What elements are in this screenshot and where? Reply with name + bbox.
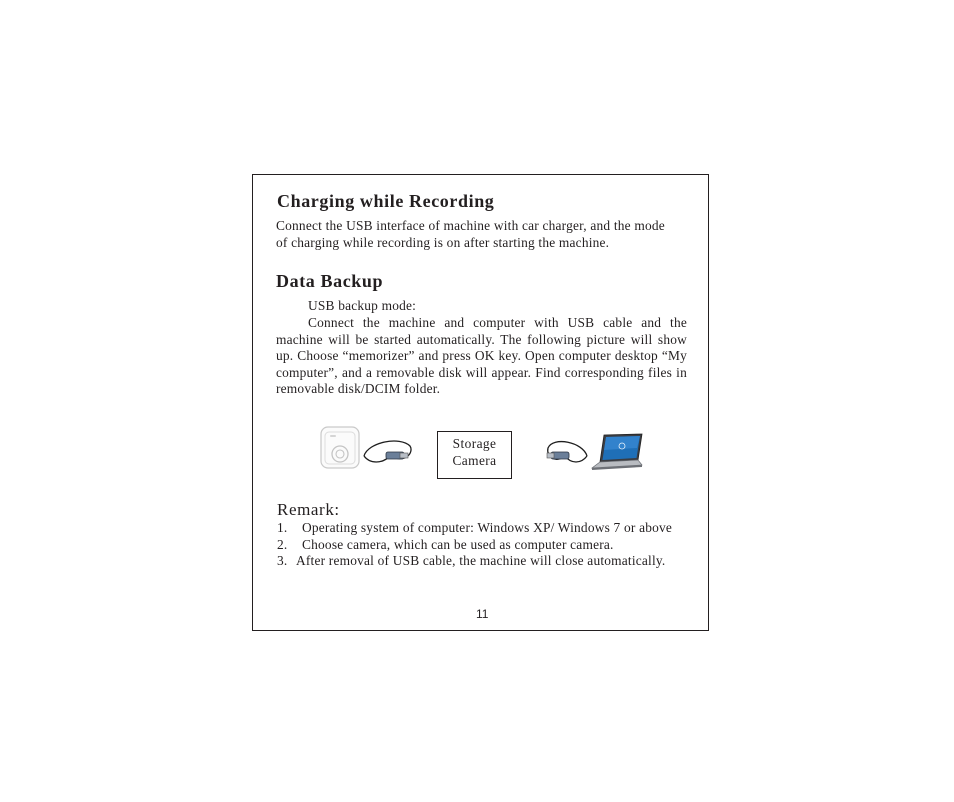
section-title-charging: Charging while Recording	[277, 191, 495, 211]
remark-item	[277, 537, 687, 554]
remark-list	[277, 520, 687, 570]
remark-item	[277, 553, 687, 570]
data-backup-description: Connect the machine and computer with USB cable and the machine will be started automatically. The following picture will show up. Choose “memorizer” and press OK key. Open computer desktop “My computer”, and a removable disk will appear. Find corresponding files in removable disk/DCIM folder.	[276, 315, 687, 397]
storage-label: Storage	[452, 436, 497, 451]
usb-cable-icon	[360, 436, 414, 470]
remark-item-text: After removal of USB cable, the machine will close automatically.	[296, 553, 666, 569]
remark-item-number: 1.	[277, 520, 288, 535]
storage-camera-box	[437, 431, 512, 479]
camera-label: Camera	[452, 452, 497, 468]
remark-item-number: 2.	[277, 536, 288, 552]
remark-item-text: Choose camera, which can be used as computer camera.	[302, 536, 614, 552]
remark-item-text: Operating system of computer: Windows XP/ Windows 7 or above	[302, 520, 673, 535]
laptop-icon	[588, 432, 644, 472]
remark-item-number: 3.	[277, 553, 288, 569]
usb-cable-icon	[545, 436, 591, 470]
remark-item	[277, 520, 687, 537]
usb-backup-mode-label: USB backup mode:	[308, 298, 417, 313]
page-number: 11	[476, 607, 489, 621]
section-title-data-backup: Data Backup	[276, 271, 384, 291]
charging-description: Connect the USB interface of machine with car charger, and the mode of charging while recording is on after starting the machine.	[276, 218, 665, 250]
remark-title: Remark:	[277, 500, 340, 519]
